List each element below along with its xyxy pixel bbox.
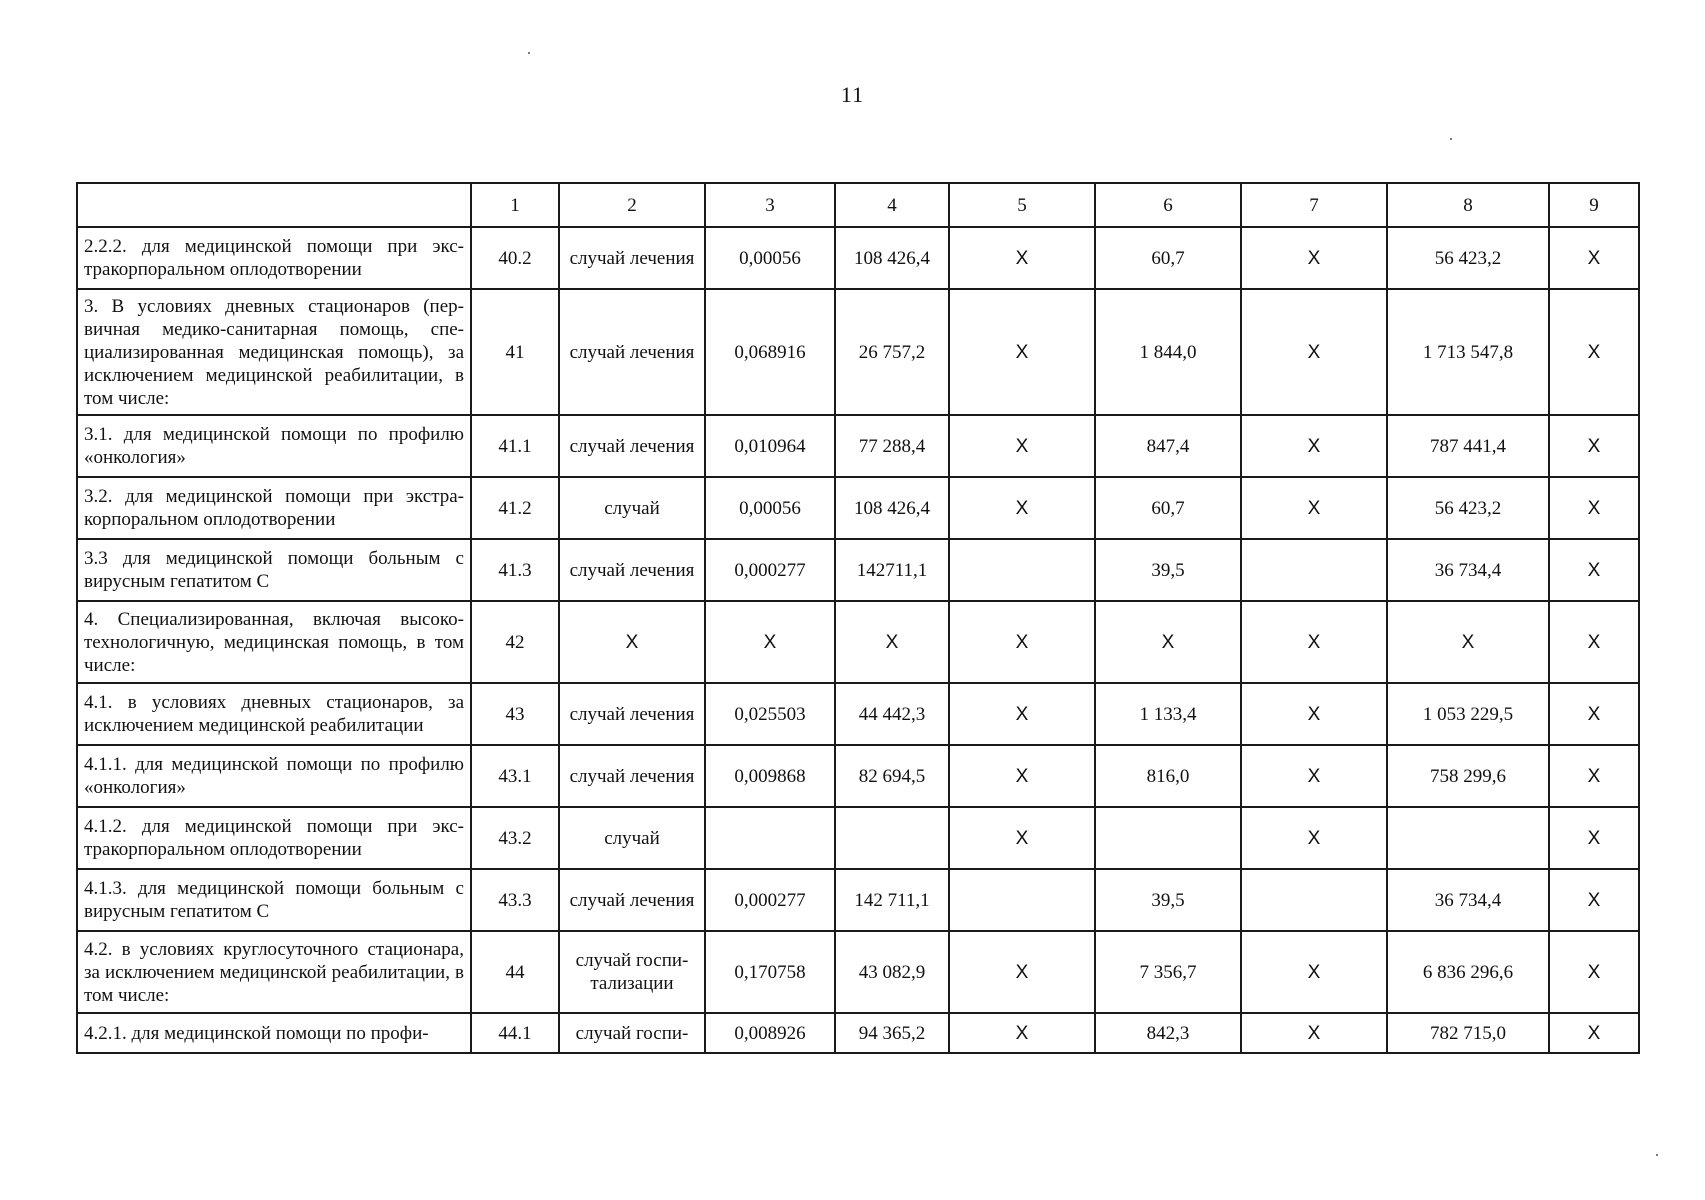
row-value-col-7: X xyxy=(1241,1013,1387,1053)
scan-speck xyxy=(1450,138,1452,140)
row-value-col-9: X xyxy=(1549,477,1639,539)
row-value-col-7: X xyxy=(1241,289,1387,415)
row-value-col-6 xyxy=(1095,807,1241,869)
row-value-col-9: X xyxy=(1549,601,1639,683)
row-value-col-8: 36 734,4 xyxy=(1387,539,1549,601)
row-value-col-9: X xyxy=(1549,683,1639,745)
row-value-col-5: X xyxy=(949,227,1095,289)
row-value-col-7 xyxy=(1241,539,1387,601)
row-value-col-3: X xyxy=(705,601,835,683)
header-cell: 1 xyxy=(471,183,559,227)
row-unit: случай лечения xyxy=(559,227,705,289)
row-unit: случай xyxy=(559,477,705,539)
row-description: 4.1.2. для медицинской помощи при экстракорпоральном оплодотворении xyxy=(77,807,471,869)
table-row xyxy=(77,477,1639,539)
table-row xyxy=(77,415,1639,477)
row-value-col-7: X xyxy=(1241,227,1387,289)
row-value-col-3 xyxy=(705,807,835,869)
row-value-col-4: 108 426,4 xyxy=(835,227,949,289)
row-value-col-9: X xyxy=(1549,289,1639,415)
row-value-col-4: 94 365,2 xyxy=(835,1013,949,1053)
row-value-col-3: 0,000277 xyxy=(705,539,835,601)
row-value-col-8: 56 423,2 xyxy=(1387,477,1549,539)
row-line-number: 43.3 xyxy=(471,869,559,931)
row-value-col-8 xyxy=(1387,807,1549,869)
row-value-col-6: 39,5 xyxy=(1095,869,1241,931)
row-description: 2.2.2. для медицинской помощи при экстракорпоральном оплодотворении xyxy=(77,227,471,289)
row-value-col-7: X xyxy=(1241,415,1387,477)
row-value-col-3: 0,068916 xyxy=(705,289,835,415)
row-description: 4.2.1. для медицинской помощи по профи- xyxy=(77,1013,471,1053)
row-value-col-4: 26 757,2 xyxy=(835,289,949,415)
table-row xyxy=(77,227,1639,289)
row-unit: случай лечения xyxy=(559,289,705,415)
row-value-col-8: 36 734,4 xyxy=(1387,869,1549,931)
row-value-col-8: 1 053 229,5 xyxy=(1387,683,1549,745)
row-value-col-7: X xyxy=(1241,601,1387,683)
row-value-col-4: 44 442,3 xyxy=(835,683,949,745)
row-unit: случай лечения xyxy=(559,683,705,745)
row-value-col-9: X xyxy=(1549,745,1639,807)
row-value-col-3: 0,008926 xyxy=(705,1013,835,1053)
row-value-col-8: 758 299,6 xyxy=(1387,745,1549,807)
header-cell: 8 xyxy=(1387,183,1549,227)
row-value-col-6: 60,7 xyxy=(1095,227,1241,289)
table-row xyxy=(77,1013,1639,1053)
row-description: 3. В условиях дневных стационаров (первичная медико-санитарная помощь, специализированная медицинская помощь), за исключением медицинской реабилитации, в том числе: xyxy=(77,289,471,415)
row-value-col-6: 1 844,0 xyxy=(1095,289,1241,415)
row-value-col-6: X xyxy=(1095,601,1241,683)
row-value-col-5 xyxy=(949,869,1095,931)
row-value-col-3: 0,170758 xyxy=(705,931,835,1013)
header-cell: 7 xyxy=(1241,183,1387,227)
row-value-col-5: X xyxy=(949,289,1095,415)
scan-speck xyxy=(1656,1154,1658,1156)
row-value-col-8: 56 423,2 xyxy=(1387,227,1549,289)
row-value-col-9: X xyxy=(1549,807,1639,869)
row-unit: случай лечения xyxy=(559,869,705,931)
row-value-col-7: X xyxy=(1241,745,1387,807)
row-value-col-4: 142711,1 xyxy=(835,539,949,601)
table-row xyxy=(77,869,1639,931)
row-value-col-6: 1 133,4 xyxy=(1095,683,1241,745)
row-description: 4. Специализированная, включая высокотехнологичную, медицинская помощь, в том числе: xyxy=(77,601,471,683)
row-value-col-8: 1 713 547,8 xyxy=(1387,289,1549,415)
data-table xyxy=(76,182,1640,1054)
row-description: 4.1. в условиях дневных стационаров, за исключением медицинской реабилитации xyxy=(77,683,471,745)
row-value-col-5: X xyxy=(949,931,1095,1013)
row-value-col-4: X xyxy=(835,601,949,683)
row-value-col-7: X xyxy=(1241,683,1387,745)
row-value-col-5 xyxy=(949,539,1095,601)
row-value-col-5: X xyxy=(949,745,1095,807)
row-value-col-3: 0,009868 xyxy=(705,745,835,807)
header-cell xyxy=(77,183,471,227)
row-value-col-6: 60,7 xyxy=(1095,477,1241,539)
row-value-col-3: 0,00056 xyxy=(705,227,835,289)
row-line-number: 44 xyxy=(471,931,559,1013)
table-row xyxy=(77,807,1639,869)
row-value-col-3: 0,000277 xyxy=(705,869,835,931)
row-unit: случай xyxy=(559,807,705,869)
row-line-number: 43.1 xyxy=(471,745,559,807)
row-line-number: 40.2 xyxy=(471,227,559,289)
header-cell: 5 xyxy=(949,183,1095,227)
row-unit: случай лечения xyxy=(559,745,705,807)
row-value-col-5: X xyxy=(949,807,1095,869)
page-number: 11 xyxy=(840,82,865,107)
row-value-col-5: X xyxy=(949,683,1095,745)
row-value-col-4: 108 426,4 xyxy=(835,477,949,539)
row-value-col-6: 7 356,7 xyxy=(1095,931,1241,1013)
row-value-col-5: X xyxy=(949,415,1095,477)
row-unit: X xyxy=(559,601,705,683)
row-value-col-5: X xyxy=(949,601,1095,683)
row-line-number: 43.2 xyxy=(471,807,559,869)
row-value-col-3: 0,010964 xyxy=(705,415,835,477)
table-row xyxy=(77,539,1639,601)
header-cell: 4 xyxy=(835,183,949,227)
row-value-col-3: 0,00056 xyxy=(705,477,835,539)
row-value-col-8: 6 836 296,6 xyxy=(1387,931,1549,1013)
row-value-col-8: 782 715,0 xyxy=(1387,1013,1549,1053)
row-line-number: 43 xyxy=(471,683,559,745)
row-line-number: 41.3 xyxy=(471,539,559,601)
row-value-col-8: 787 441,4 xyxy=(1387,415,1549,477)
row-line-number: 41 xyxy=(471,289,559,415)
row-line-number: 41.1 xyxy=(471,415,559,477)
row-value-col-5: X xyxy=(949,1013,1095,1053)
row-value-col-7: X xyxy=(1241,477,1387,539)
row-value-col-9: X xyxy=(1549,931,1639,1013)
row-value-col-6: 39,5 xyxy=(1095,539,1241,601)
table-row xyxy=(77,289,1639,415)
row-value-col-4: 43 082,9 xyxy=(835,931,949,1013)
row-value-col-4 xyxy=(835,807,949,869)
row-value-col-6: 847,4 xyxy=(1095,415,1241,477)
row-value-col-9: X xyxy=(1549,869,1639,931)
row-value-col-5: X xyxy=(949,477,1095,539)
row-value-col-8: X xyxy=(1387,601,1549,683)
table-header-row xyxy=(77,183,1639,227)
row-value-col-4: 82 694,5 xyxy=(835,745,949,807)
row-description: 4.2. в условиях круглосуточного стационара, за исключением медицинской реабилитации, в том числе: xyxy=(77,931,471,1013)
row-unit: случай лечения xyxy=(559,415,705,477)
row-unit: случай лечения xyxy=(559,539,705,601)
row-value-col-9: X xyxy=(1549,415,1639,477)
row-value-col-6: 842,3 xyxy=(1095,1013,1241,1053)
row-value-col-4: 77 288,4 xyxy=(835,415,949,477)
header-cell: 3 xyxy=(705,183,835,227)
row-value-col-6: 816,0 xyxy=(1095,745,1241,807)
table-row xyxy=(77,745,1639,807)
row-value-col-9: X xyxy=(1549,539,1639,601)
row-line-number: 41.2 xyxy=(471,477,559,539)
row-description: 3.1. для медицинской помощи по профилю «онкология» xyxy=(77,415,471,477)
row-value-col-7: X xyxy=(1241,807,1387,869)
row-value-col-7: X xyxy=(1241,931,1387,1013)
row-line-number: 44.1 xyxy=(471,1013,559,1053)
scan-speck xyxy=(528,52,530,54)
table-row xyxy=(77,683,1639,745)
row-unit: случай госпи- xyxy=(559,1013,705,1053)
row-description: 3.3 для медицинской помощи больным с вирусным гепатитом С xyxy=(77,539,471,601)
row-value-col-9: X xyxy=(1549,227,1639,289)
table-row xyxy=(77,931,1639,1013)
row-value-col-9: X xyxy=(1549,1013,1639,1053)
row-value-col-3: 0,025503 xyxy=(705,683,835,745)
header-cell: 2 xyxy=(559,183,705,227)
row-value-col-4: 142 711,1 xyxy=(835,869,949,931)
row-unit: случай госпитализации xyxy=(559,931,705,1013)
row-description: 4.1.3. для медицинской помощи больным с вирусным гепатитом С xyxy=(77,869,471,931)
row-description: 4.1.1. для медицинской помощи по профилю «онкология» xyxy=(77,745,471,807)
row-line-number: 42 xyxy=(471,601,559,683)
header-cell: 6 xyxy=(1095,183,1241,227)
row-value-col-7 xyxy=(1241,869,1387,931)
row-description: 3.2. для медицинской помощи при экстракорпоральном оплодотворении xyxy=(77,477,471,539)
table-row xyxy=(77,601,1639,683)
header-cell: 9 xyxy=(1549,183,1639,227)
